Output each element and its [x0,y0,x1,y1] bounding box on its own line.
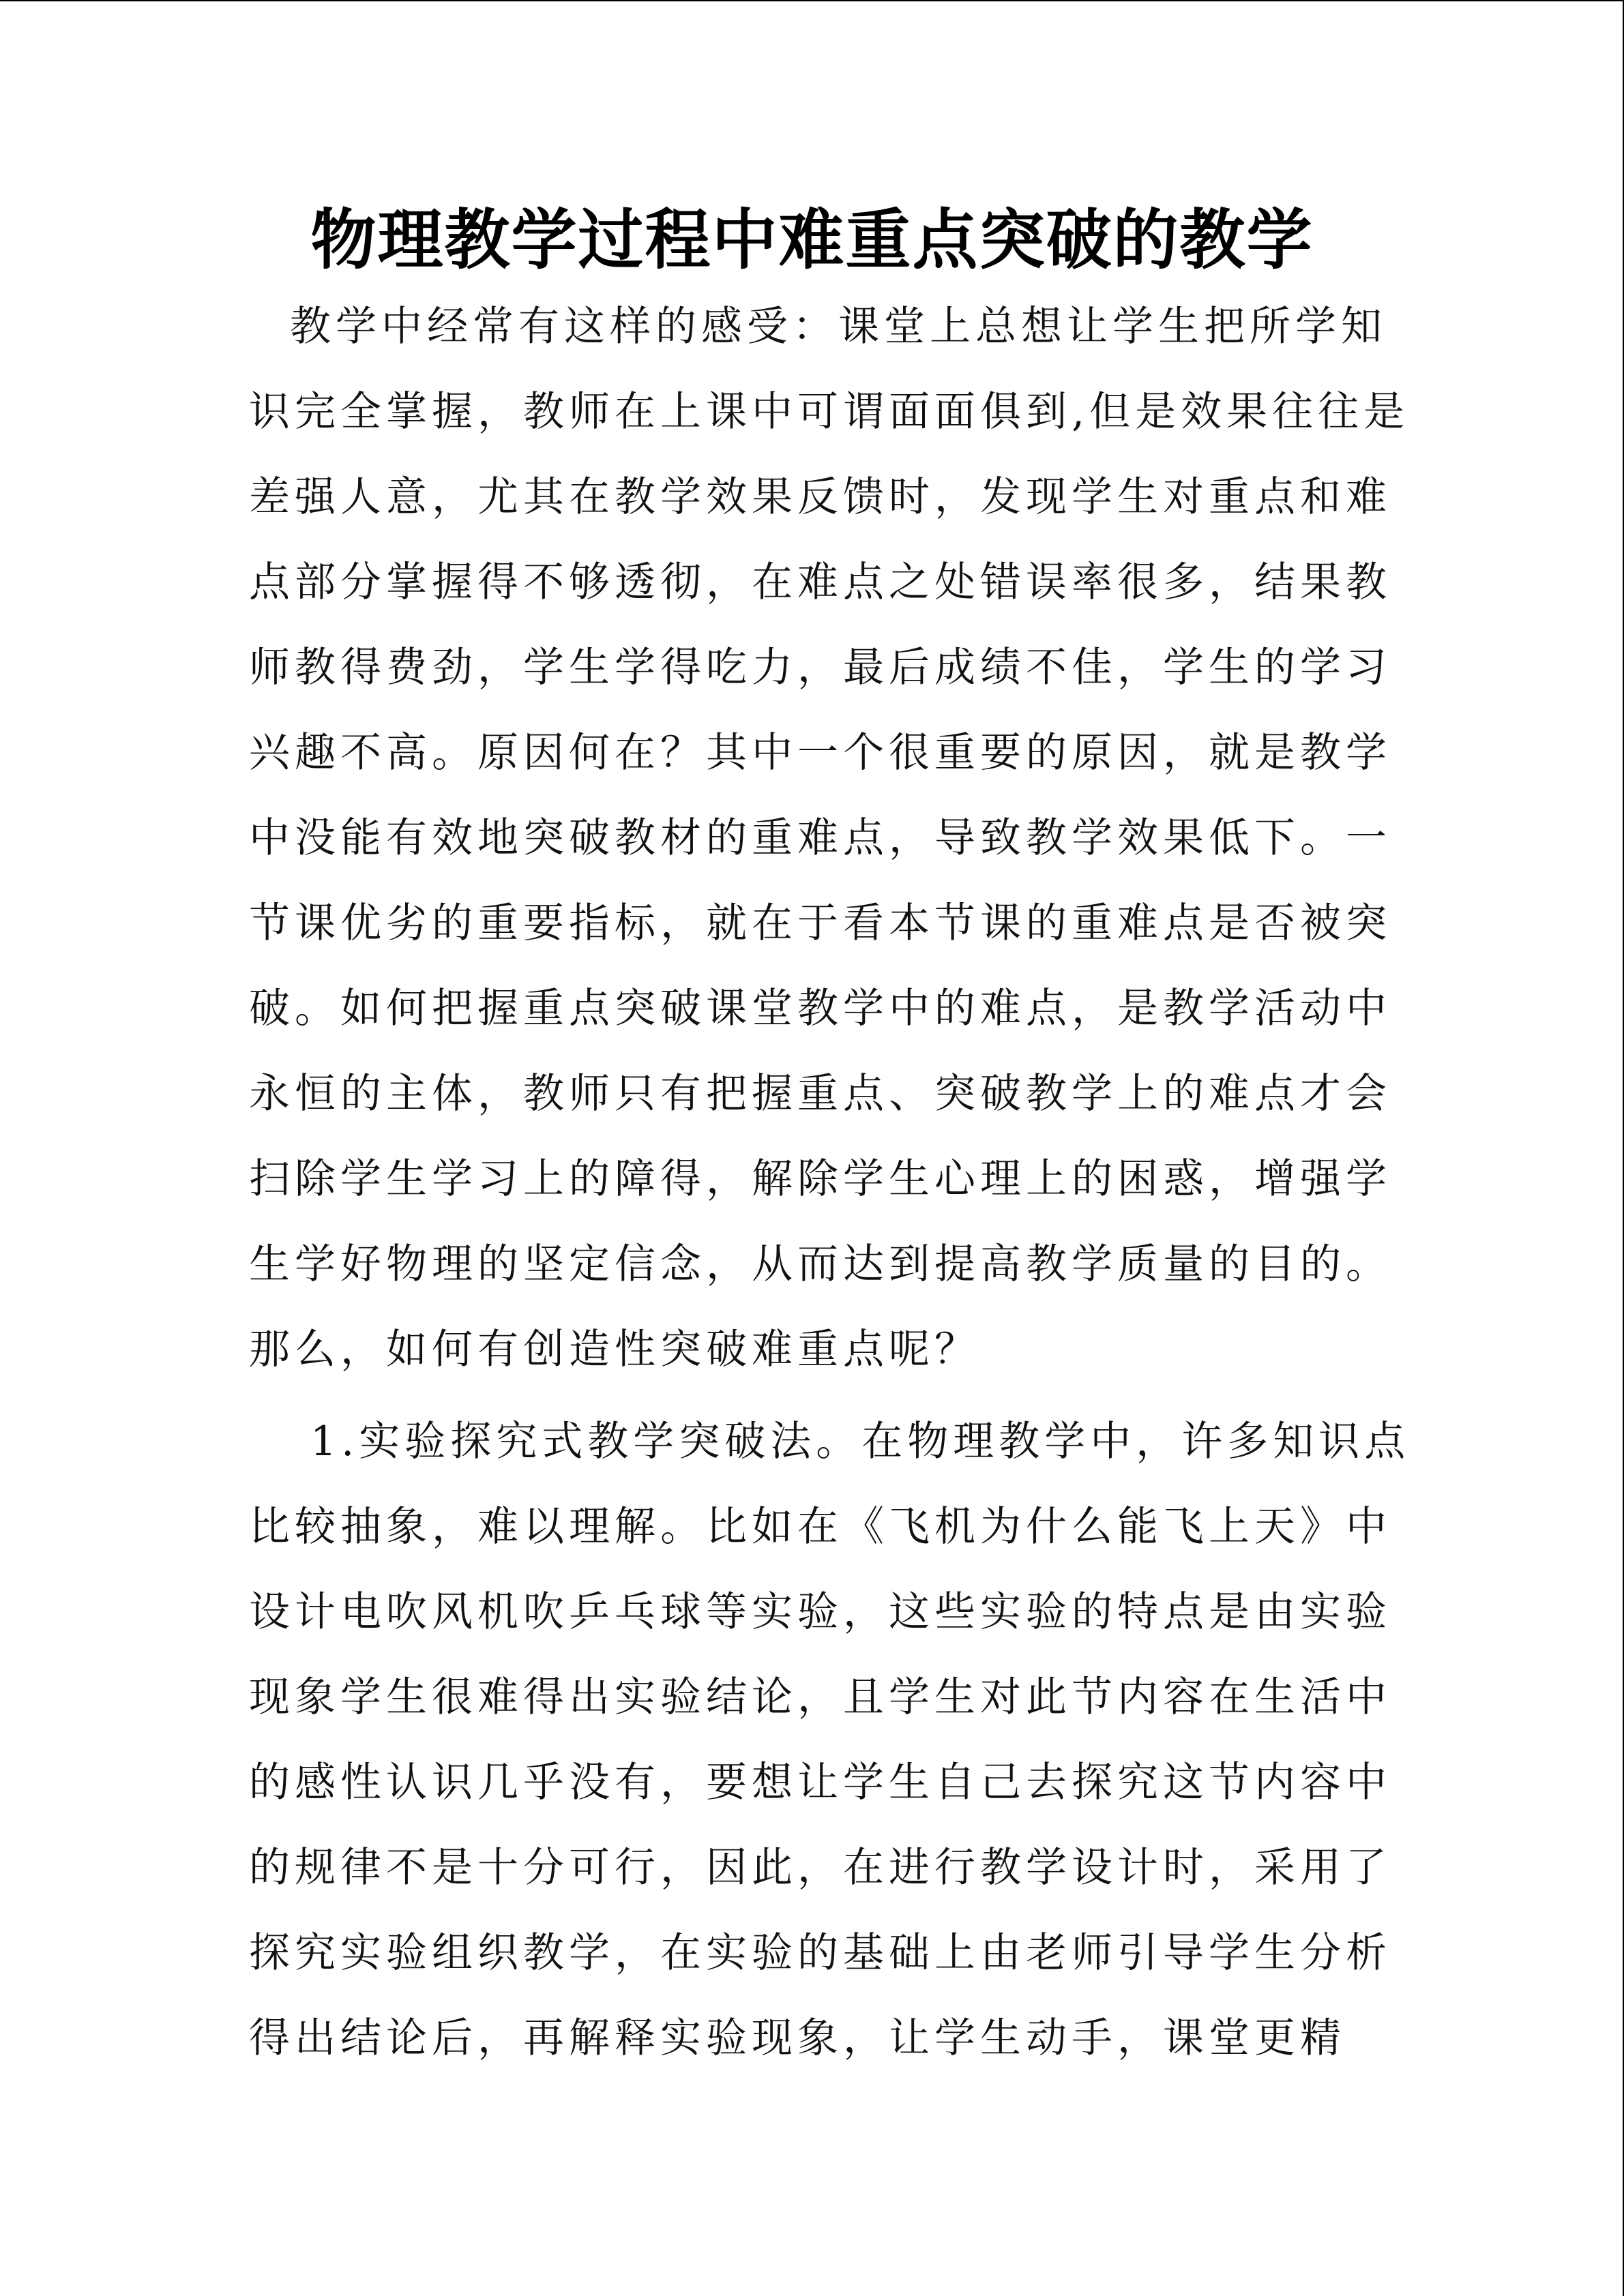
document-title: 物理教学过程中难重点突破的教学 [310,202,1314,278]
paragraph-2-line: 设计电吹风机吹乒乓球等实验，这些实验的特点是由实验 [249,1588,1391,1636]
paragraph-2-line: 现象学生很难得出实验结论，且学生对此节内容在生活中 [249,1673,1391,1721]
paragraph-1-line: 师教得费劲，学生学得吃力，最后成绩不佳，学生的学习 [249,644,1391,691]
document-body [249,284,1411,2081]
paragraph-1-line: 永恒的主体，教师只有把握重点、突破教学上的难点才会 [249,1070,1391,1118]
paragraph-1-line: 节课优劣的重要指标，就在于看本节课的重难点是否被突 [249,899,1391,947]
paragraph-2-line: 1.实验探究式教学突破法。在物理教学中，许多知识点 [310,1418,1411,1465]
paragraph-1-line: 兴趣不高。原因何在？其中一个很重要的原因，就是教学 [249,729,1391,777]
paragraph-2-line: 的规律不是十分可行，因此，在进行教学设计时，采用了 [249,1844,1391,1892]
paragraph-1-line: 识完全掌握，教师在上课中可谓面面俱到,但是效果往往是 [249,388,1410,436]
paragraph-2-line: 比较抽象，难以理解。比如在《飞机为什么能飞上天》中 [249,1503,1391,1551]
paragraph-1-line: 那么，如何有创造性突破难重点呢？ [249,1326,980,1373]
paragraph-2-line: 的感性认识几乎没有，要想让学生自己去探究这节内容中 [249,1759,1391,1806]
paragraph-1-line: 破。如何把握重点突破课堂教学中的难点，是教学活动中 [249,985,1391,1032]
paragraph-1-line: 教学中经常有这样的感受：课堂上总想让学生把所学知 [290,303,1387,351]
paragraph-spacer [249,1392,1368,1399]
paragraph-1-line: 差强人意，尤其在教学效果反馈时，发现学生对重点和难 [249,473,1391,521]
paragraph-2-line: 探究实验组织教学，在实验的基础上由老师引导学生分析 [249,1929,1391,1977]
paragraph-2-line: 得出结论后，再解释实验现象，让学生动手，课堂更精 [249,2014,1346,2062]
paragraph-1-line: 中没能有效地突破教材的重难点，导致教学效果低下。一 [249,814,1391,862]
paragraph-1-line: 点部分掌握得不够透彻，在难点之处错误率很多，结果教 [249,558,1391,606]
paragraph-1-line: 扫除学生学习上的障得，解除学生心理上的困惑，增强学 [249,1155,1391,1203]
paragraph-1-line: 生学好物理的坚定信念，从而达到提高教学质量的目的。 [249,1240,1391,1288]
